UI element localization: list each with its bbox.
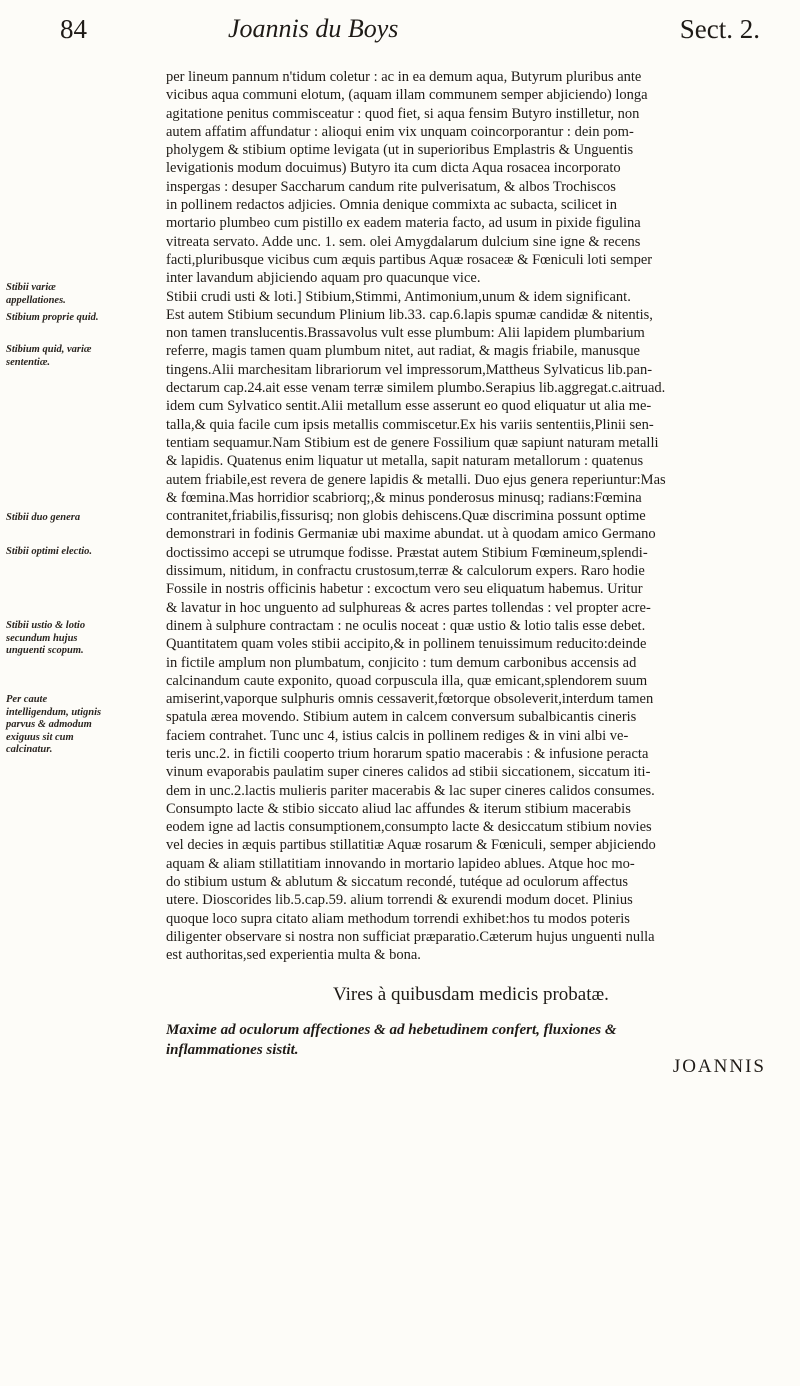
text-line: referre, magis tamen quam plumbum nitet, aut radiat, & magis friabile, manusque (166, 343, 640, 360)
text-line: inspergas : desuper Saccharum candum rite pulverisatum, & albos Trochiscos (166, 178, 616, 195)
text-line: amiserint,vaporque sulphuris omnis cessaverit,fœtorque obsoleverit,interdum tamen (166, 691, 654, 708)
text-line: Est autem Stibium secundum Plinium lib.33. cap.6.lapis spumæ candidæ & nitentis, (166, 306, 653, 323)
text-line: & fœmina.Mas horridior scabriorq;,& minus ponderosus minusq; radians:Fœmina (166, 489, 642, 506)
section-heading: Vires à quibusdam medicis probatæ. (333, 984, 609, 1005)
subheading-line: inflammationes sistit. (166, 1042, 299, 1058)
text-line: aquam & aliam stillatitiam innovando in mortario lapideo ablues. Atque hoc mo- (166, 855, 635, 872)
text-line: eodem igne ad lactis consumptionem,consumpto lacte & desiccatum stibium novies (166, 819, 652, 836)
text-line: & lapidis. Quatenus enim liquatur ut metalla, sapit naturam metallorum : quatenus (166, 453, 644, 470)
text-line: & lavatur in hoc unguento ad sulphureas & acres partes tollendas : vel propter acre- (166, 599, 651, 616)
text-line: dem in unc.2.lactis mulieris pariter macerabis & lac super cineres calidos consumes. (166, 782, 655, 799)
text-line: in pollinem redactos adjicies. Omnia denique commixta ac subacta, scilicet in (166, 197, 617, 214)
text-line: quoque loco supra citato aliam methodum torrendi exhibet:hos tu modos poteris (166, 910, 630, 927)
subheading (166, 1020, 776, 1060)
text-line: dissimum, nitidum, in confractu crustosum,terræ & calculorum expers. Raro hodie (166, 563, 645, 580)
text-line: vel decies in æquis partibus stillatitiæ Aquæ rosarum & Fœniculi, semper abjiciendo (166, 837, 656, 854)
text-line: doctissimo accepi se utrumque fodisse. Præstat autem Stibium Fœmineum,splendi- (166, 544, 648, 561)
text-line: teris unc.2. in fictili cooperto trium horarum spatio macerabis : & infusione peracta (166, 745, 649, 762)
text-line: per lineum pannum n'tidum coletur : ac in ea demum aqua, Butyrum pluribus ante (166, 69, 642, 85)
text-line: vicibus aqua communi elotum, (aquam illam communem semper abjiciendo) longa (166, 87, 648, 104)
text-line: mortario plumbeo cum pistillo ex eadem materia facto, ad usum in pixide figulina (166, 215, 641, 232)
text-line: do stibium ustum & ablutum & siccatum recondé, tutéque ad oculorum affectus (166, 874, 629, 891)
text-line: utere. Dioscorides lib.5.cap.59. alium torrendi & exurendi modum docet. Plinius (166, 892, 633, 909)
text-line: dectarum cap.24.ait esse venam terræ similem plumbo.Serapius lib.aggregat.c.aitruad. (166, 380, 666, 397)
text-line: pholygem & stibium optime levigata (ut in superioribus Emplastris & Unguentis (166, 142, 634, 159)
text-line: Stibii crudi usti & loti.] Stibium,Stimmi, Antimonium,unum & idem significant. (166, 288, 631, 305)
catchword: JOANNIS (672, 1056, 766, 1077)
text-line: tingens.Alii marchesitam librariorum vel impressorum,Mattheus Sylvaticus lib.pan- (166, 361, 653, 378)
running-head: Joannis du Boys (228, 14, 399, 43)
margin-note: Stibii duo genera (6, 512, 81, 523)
margin-note: Stibii variæ appellationes. (6, 282, 66, 306)
text-line: demonstrari in fodinis Germaniæ ubi maxime abundat. ut à quodam amico Germano (166, 526, 656, 543)
text-line: Quantitatem quam voles stibii accipito,& in pollinem tenuissimum reducito:deinde (166, 636, 647, 653)
margin-note: Stibium proprie quid. (6, 312, 99, 323)
text-line: dinem à sulphure contractam : ne oculis noceat : quæ ustio & lotio talis esse debet. (166, 617, 646, 634)
text-line: Consumpto lacte & stibio siccato aliud lac affundes & iterum stibium macerabis (166, 800, 631, 817)
text-line: autem affatim affundatur : alioqui enim vix unquam coincorporantur : dein pom- (166, 123, 634, 140)
text-line: non tamen translucentis.Brassavolus vult esse plumbum: Alii lapidem plumbarium (166, 325, 645, 342)
text-line: Fossile in nostris officinis habetur : excoctum vero seu eliquatum habemus. Uritur (166, 581, 643, 598)
margin-note: Stibium quid, variæ sententiæ. (6, 344, 92, 368)
text-line: faciem contrahet. Tunc unc 4, istius calcis in pollinem rediges & in vini albi ve- (166, 727, 629, 744)
text-line: contranitet,friabilis,fissurisq; non globis dehiscens.Quæ discrimina possunt optime (166, 508, 646, 525)
text-line: diligenter observare si nostra non sufficiat præparatio.Cæterum hujus unguenti nulla (166, 928, 655, 945)
text-line: tentiam sequamur.Nam Stibium est de genere Fossilium quæ sapiunt naturam metalli (166, 434, 659, 451)
text-line: calcinandum caute exponito, quoad corpuscula illa, quæ emicant,splendorem suum (166, 672, 648, 689)
text-line: vitreata servato. Adde unc. 1. sem. olei Amygdalarum dulcium sine igne & recens (166, 233, 641, 250)
section-reference: Sect. 2. (679, 14, 760, 44)
page-number: 84 (60, 14, 87, 44)
text-line: idem cum Sylvatico sentit.Alii metallum esse asserunt eo quod eliquatur ut alia me- (166, 398, 652, 415)
text-line: vinum evaporabis paulatim super cineres calidos ad stibii siccationem, siccatum iti- (166, 764, 651, 781)
text-line: facti,pluribusque vicibus cum æquis partibus Aquæ rosaceæ & Fœniculi loti semper (166, 251, 653, 268)
text-line: inter lavandum abjiciendo aquam pro quacunque vice. (166, 270, 481, 287)
page-header (60, 14, 760, 54)
text-line: in fictile amplum non plumbatum, conjicito : tum demum carbonibus accensis ad (166, 654, 637, 671)
margin-note: Stibii optimi electio. (6, 546, 93, 557)
text-line: agitatione penitus commisceatur : quod fiet, si aqua fensim Butyro instilletur, non (166, 105, 640, 122)
text-line: talla,& quia facile cum ipsis metallis commiscetur.Ex his variis sententiis,Plinii sen- (166, 416, 654, 433)
body-text (166, 68, 776, 965)
text-line: autem friabile,est revera de genere lapidis & metalli. Duo ejus genera reperiuntur:Mas (166, 471, 666, 488)
text-line: est authoritas,sed experientia multa & bona. (166, 947, 421, 964)
text-line: levigationis modum docuimus) Butyro ita cum dicta Aqua rosacea incorporato (166, 160, 621, 177)
subheading-line: Maxime ad oculorum affectiones & ad hebetudinem confert, fluxiones & (166, 1022, 617, 1038)
margin-note: Per caute intelligendum, utignis parvus & admodum exiguus sit cum calcinatur. (6, 694, 102, 755)
text-line: spatula ærea movendo. Stibium autem in calcem conversum subalbicantis cineris (166, 709, 637, 726)
margin-note: Stibii ustio & lotio secundum hujus unguenti scopum. (6, 620, 86, 656)
